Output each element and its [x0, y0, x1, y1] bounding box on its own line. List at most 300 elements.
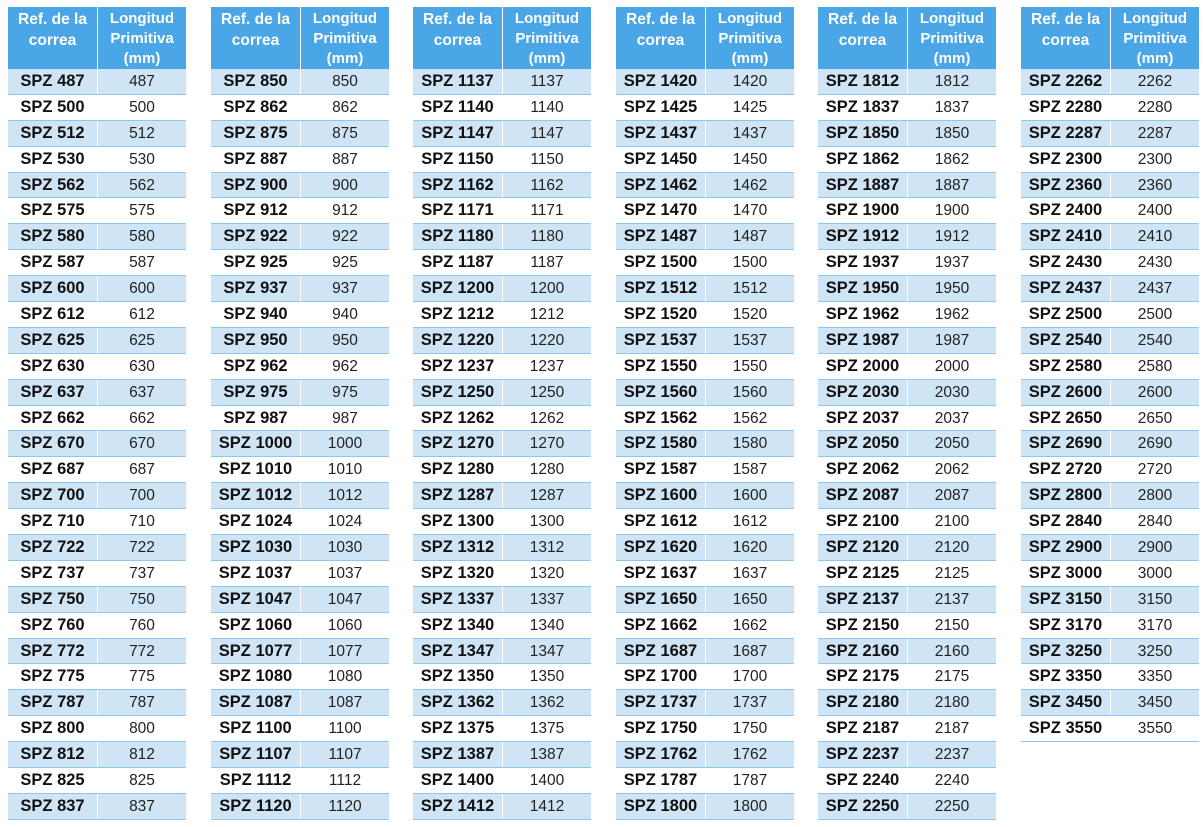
belt-length: 775	[129, 668, 155, 686]
table-row	[413, 276, 591, 302]
belt-length: 2100	[934, 513, 970, 531]
belt-reference: SPZ 2087	[818, 483, 908, 508]
table-row	[616, 380, 794, 406]
header-ref-line: Ref. de la	[1031, 11, 1100, 28]
belt-length: 1450	[732, 150, 768, 168]
belt-reference: SPZ 670	[8, 431, 98, 456]
belt-length: 3450	[1137, 694, 1173, 712]
table-row	[413, 95, 591, 121]
belt-reference: SPZ 1700	[616, 664, 706, 689]
belt-length: 987	[332, 409, 358, 427]
table-block	[616, 7, 794, 820]
table-row	[413, 690, 591, 716]
belt-reference: SPZ 1162	[413, 173, 503, 198]
belt-reference: SPZ 1787	[616, 768, 706, 793]
header-ref	[616, 7, 706, 69]
belt-length: 1560	[732, 383, 768, 401]
header-length-line: (mm)	[123, 50, 161, 67]
belt-length: 2430	[1137, 254, 1173, 272]
table-row	[211, 95, 389, 121]
belt-reference: SPZ 1375	[413, 716, 503, 741]
belt-length: 772	[129, 642, 155, 660]
belt-length: 1350	[529, 668, 565, 686]
belt-length: 487	[129, 73, 155, 90]
belt-length: 600	[129, 280, 155, 298]
belt-reference: SPZ 2062	[818, 457, 908, 482]
belt-reference: SPZ 1060	[211, 613, 301, 638]
belt-reference: SPZ 1087	[211, 690, 301, 715]
belt-length: 2175	[934, 668, 970, 686]
belt-length: 1812	[934, 73, 970, 90]
table-row	[8, 198, 186, 224]
table-row	[413, 147, 591, 173]
belt-length: 2900	[1137, 539, 1173, 557]
header-ref	[413, 7, 503, 69]
belt-reference: SPZ 1580	[616, 431, 706, 456]
header-length-line: (mm)	[326, 50, 364, 67]
table-row	[818, 380, 996, 406]
table-header	[8, 7, 186, 69]
table-row	[211, 250, 389, 276]
table-row	[211, 224, 389, 250]
belt-reference: SPZ 2650	[1021, 406, 1111, 431]
belt-length: 975	[332, 383, 358, 401]
belt-reference: SPZ 1024	[211, 509, 301, 534]
belt-reference: SPZ 1687	[616, 639, 706, 664]
table-row	[818, 561, 996, 587]
belt-reference: SPZ 837	[8, 794, 98, 819]
table-row	[211, 664, 389, 690]
belt-length: 1287	[529, 487, 565, 505]
belt-reference: SPZ 887	[211, 147, 301, 172]
table-row	[8, 276, 186, 302]
table-block	[818, 7, 996, 820]
belt-length: 3250	[1137, 642, 1173, 660]
header-ref-line: Ref. de la	[423, 11, 492, 28]
table-row	[818, 173, 996, 199]
table-row	[8, 742, 186, 768]
header-length-line: Longitud	[109, 10, 175, 27]
belt-reference: SPZ 2400	[1021, 198, 1111, 223]
belt-length: 1270	[529, 435, 565, 453]
belt-reference: SPZ 2100	[818, 509, 908, 534]
belt-length: 887	[332, 150, 358, 168]
belt-length: 2240	[934, 772, 970, 790]
belt-length: 2030	[934, 383, 970, 401]
table-row	[413, 561, 591, 587]
belt-length: 2360	[1137, 176, 1173, 194]
header-length-line: Primitiva	[313, 30, 377, 47]
table-row	[616, 276, 794, 302]
belt-reference: SPZ 1662	[616, 613, 706, 638]
belt-reference: SPZ 1047	[211, 587, 301, 612]
table-row	[616, 457, 794, 483]
belt-reference: SPZ 2690	[1021, 431, 1111, 456]
table-row	[211, 794, 389, 820]
table-row	[818, 276, 996, 302]
belt-reference: SPZ 1600	[616, 483, 706, 508]
belt-length: 1037	[327, 564, 363, 582]
table-row	[211, 613, 389, 639]
table-row	[1021, 250, 1199, 276]
belt-reference: SPZ 1437	[616, 121, 706, 146]
belt-length: 587	[129, 254, 155, 272]
table-block	[1021, 7, 1199, 742]
belt-reference: SPZ 1462	[616, 173, 706, 198]
header-ref-line: correa	[838, 32, 887, 49]
table-row	[616, 302, 794, 328]
belt-reference: SPZ 1350	[413, 664, 503, 689]
table-row	[8, 690, 186, 716]
header-length	[908, 7, 996, 69]
belt-length: 837	[129, 797, 155, 815]
belt-length: 1470	[732, 202, 768, 220]
belt-reference: SPZ 1270	[413, 431, 503, 456]
belt-reference: SPZ 1800	[616, 794, 706, 819]
table-row	[818, 431, 996, 457]
belt-reference: SPZ 2437	[1021, 276, 1111, 301]
belt-reference: SPZ 587	[8, 250, 98, 275]
belt-length: 1600	[732, 487, 768, 505]
belt-reference: SPZ 575	[8, 198, 98, 223]
table-row	[8, 535, 186, 561]
table-row	[8, 406, 186, 432]
table-row	[1021, 69, 1199, 95]
table-row	[211, 431, 389, 457]
belt-length: 2120	[934, 539, 970, 557]
belt-reference: SPZ 1320	[413, 561, 503, 586]
table-row	[616, 69, 794, 95]
belt-reference: SPZ 2120	[818, 535, 908, 560]
belt-reference: SPZ 1012	[211, 483, 301, 508]
belt-length: 1462	[732, 176, 768, 194]
belt-length: 1200	[529, 280, 565, 298]
belt-length: 950	[332, 331, 358, 349]
belt-reference: SPZ 662	[8, 406, 98, 431]
table-row	[211, 768, 389, 794]
table-row	[413, 587, 591, 613]
belt-length: 1562	[732, 409, 768, 427]
belt-reference: SPZ 2187	[818, 716, 908, 741]
table-row	[1021, 483, 1199, 509]
belt-reference: SPZ 1650	[616, 587, 706, 612]
table-row	[1021, 276, 1199, 302]
belt-reference: SPZ 1340	[413, 613, 503, 638]
table-row	[818, 406, 996, 432]
table-row	[413, 613, 591, 639]
table-row	[1021, 302, 1199, 328]
belt-reference: SPZ 1112	[211, 768, 301, 793]
belt-reference: SPZ 800	[8, 716, 98, 741]
belt-reference: SPZ 1010	[211, 457, 301, 482]
belt-length: 1750	[732, 720, 768, 738]
belt-reference: SPZ 2540	[1021, 328, 1111, 353]
table-row	[616, 328, 794, 354]
belt-reference: SPZ 1037	[211, 561, 301, 586]
table-row	[616, 742, 794, 768]
belt-length: 2280	[1137, 98, 1173, 116]
belt-reference: SPZ 1362	[413, 690, 503, 715]
table-row	[8, 587, 186, 613]
table-row	[818, 457, 996, 483]
belt-length: 2410	[1137, 228, 1173, 246]
belt-reference: SPZ 3350	[1021, 664, 1111, 689]
table-block	[8, 7, 186, 820]
belt-reference: SPZ 950	[211, 328, 301, 353]
belt-length: 2062	[934, 461, 970, 479]
table-row	[413, 302, 591, 328]
table-row	[818, 587, 996, 613]
belt-reference: SPZ 1900	[818, 198, 908, 223]
table-row	[413, 742, 591, 768]
table-row	[8, 328, 186, 354]
belt-length: 1950	[934, 280, 970, 298]
belt-reference: SPZ 1912	[818, 224, 908, 249]
table-row	[413, 431, 591, 457]
belt-length: 1437	[732, 124, 768, 142]
belt-length: 1520	[732, 306, 768, 324]
belt-length: 722	[129, 539, 155, 557]
belt-reference: SPZ 1077	[211, 639, 301, 664]
header-length-line: Longitud	[1122, 10, 1188, 27]
table-row	[1021, 328, 1199, 354]
belt-reference: SPZ 912	[211, 198, 301, 223]
belt-reference: SPZ 1150	[413, 147, 503, 172]
belt-length: 1800	[732, 797, 768, 815]
table-row	[818, 690, 996, 716]
belt-reference: SPZ 1212	[413, 302, 503, 327]
belt-reference: SPZ 612	[8, 302, 98, 327]
belt-reference: SPZ 1987	[818, 328, 908, 353]
belt-length: 1337	[529, 590, 565, 608]
table-row	[8, 250, 186, 276]
belt-length: 2050	[934, 435, 970, 453]
header-length-line: Primitiva	[920, 30, 984, 47]
belt-reference: SPZ 1837	[818, 95, 908, 120]
belt-reference: SPZ 2800	[1021, 483, 1111, 508]
belt-reference: SPZ 630	[8, 354, 98, 379]
table-block	[413, 7, 591, 820]
belt-reference: SPZ 2237	[818, 742, 908, 767]
belt-length: 850	[332, 73, 358, 90]
header-ref-line: Ref. de la	[828, 11, 897, 28]
belt-length: 925	[332, 254, 358, 272]
table-row	[413, 716, 591, 742]
header-length-line: Primitiva	[515, 30, 579, 47]
table-row	[818, 768, 996, 794]
header-length-line: (mm)	[1136, 50, 1174, 67]
belt-length: 2437	[1137, 280, 1173, 298]
table-row	[1021, 561, 1199, 587]
table-row	[818, 664, 996, 690]
table-row	[616, 768, 794, 794]
table-row	[1021, 509, 1199, 535]
header-ref-line: Ref. de la	[18, 11, 87, 28]
belt-reference: SPZ 2125	[818, 561, 908, 586]
belt-length: 512	[129, 124, 155, 142]
table-row	[616, 690, 794, 716]
belt-reference: SPZ 1387	[413, 742, 503, 767]
belt-reference: SPZ 1250	[413, 380, 503, 405]
belt-length: 1150	[530, 150, 564, 168]
belt-reference: SPZ 750	[8, 587, 98, 612]
belt-reference: SPZ 2175	[818, 664, 908, 689]
belt-reference: SPZ 1280	[413, 457, 503, 482]
belt-reference: SPZ 3150	[1021, 587, 1111, 612]
belt-length: 1107	[328, 746, 362, 764]
belt-reference: SPZ 2262	[1021, 69, 1111, 94]
belt-length: 1312	[529, 539, 565, 557]
belt-length: 575	[129, 202, 155, 220]
belt-length: 1580	[732, 435, 768, 453]
belt-length: 2160	[934, 642, 970, 660]
belt-reference: SPZ 975	[211, 380, 301, 405]
belt-length: 2087	[934, 487, 970, 505]
table-row	[1021, 380, 1199, 406]
table-row	[413, 121, 591, 147]
table-row	[413, 224, 591, 250]
belt-reference: SPZ 900	[211, 173, 301, 198]
table-row	[8, 457, 186, 483]
belt-length: 1662	[732, 616, 768, 634]
belt-length: 1000	[327, 435, 363, 453]
belt-length: 710	[129, 513, 155, 531]
table-row	[211, 690, 389, 716]
table-row	[616, 224, 794, 250]
belt-reference: SPZ 600	[8, 276, 98, 301]
table-header	[211, 7, 389, 69]
belt-length: 1180	[530, 228, 564, 246]
table-row	[211, 173, 389, 199]
table-row	[8, 69, 186, 95]
table-row	[413, 483, 591, 509]
table-row	[616, 147, 794, 173]
belt-length: 2180	[934, 694, 970, 712]
belt-length: 2720	[1137, 461, 1173, 479]
belt-reference: SPZ 3000	[1021, 561, 1111, 586]
belt-length: 2540	[1137, 331, 1173, 349]
belt-reference: SPZ 1171	[413, 198, 503, 223]
belt-reference: SPZ 1030	[211, 535, 301, 560]
belt-length: 1620	[732, 539, 768, 557]
belt-length: 1500	[732, 254, 768, 272]
belt-length: 1700	[732, 668, 768, 686]
header-length-line: Primitiva	[1123, 30, 1187, 47]
belt-reference: SPZ 1762	[616, 742, 706, 767]
table-row	[616, 664, 794, 690]
belt-length: 1737	[732, 694, 768, 712]
belt-length: 1900	[934, 202, 970, 220]
belt-reference: SPZ 722	[8, 535, 98, 560]
belt-reference: SPZ 2137	[818, 587, 908, 612]
belt-length: 625	[129, 331, 155, 349]
belt-length: 1100	[328, 720, 362, 738]
table-row	[211, 328, 389, 354]
belt-length: 1612	[732, 513, 768, 531]
belt-reference: SPZ 1107	[211, 742, 301, 767]
table-row	[818, 639, 996, 665]
belt-reference: SPZ 1470	[616, 198, 706, 223]
belt-length: 940	[332, 306, 358, 324]
belt-length: 1147	[530, 124, 564, 142]
header-ref	[211, 7, 301, 69]
belt-length: 3150	[1137, 590, 1173, 608]
belt-length: 1912	[934, 228, 970, 246]
belt-length: 1400	[529, 772, 565, 790]
table-row	[818, 147, 996, 173]
belt-length: 2000	[934, 357, 970, 375]
belt-length: 2262	[1137, 73, 1173, 90]
table-row	[211, 561, 389, 587]
belt-reference: SPZ 530	[8, 147, 98, 172]
belt-length: 1047	[327, 590, 363, 608]
belt-reference: SPZ 3550	[1021, 716, 1111, 741]
belt-length: 1087	[327, 694, 363, 712]
belt-reference: SPZ 700	[8, 483, 98, 508]
table-row	[211, 69, 389, 95]
header-ref-line: Ref. de la	[221, 11, 290, 28]
belt-reference: SPZ 2280	[1021, 95, 1111, 120]
table-row	[818, 224, 996, 250]
belt-reference: SPZ 1812	[818, 69, 908, 94]
belt-reference: SPZ 2410	[1021, 224, 1111, 249]
table-row	[1021, 613, 1199, 639]
belt-length: 1187	[530, 254, 564, 272]
table-row	[1021, 406, 1199, 432]
belt-reference: SPZ 1887	[818, 173, 908, 198]
header-ref-line: correa	[1041, 32, 1090, 49]
table-row	[818, 302, 996, 328]
table-row	[616, 561, 794, 587]
belt-length: 580	[129, 228, 155, 246]
belt-reference: SPZ 1420	[616, 69, 706, 94]
belt-reference: SPZ 1560	[616, 380, 706, 405]
belt-reference: SPZ 2600	[1021, 380, 1111, 405]
table-row	[1021, 716, 1199, 742]
belt-length: 1487	[732, 228, 768, 246]
belt-reference: SPZ 1237	[413, 354, 503, 379]
belt-reference: SPZ 1180	[413, 224, 503, 249]
belt-length: 937	[332, 280, 358, 298]
belt-reference: SPZ 812	[8, 742, 98, 767]
belt-length: 612	[129, 306, 155, 324]
header-length	[1111, 7, 1199, 69]
belt-length: 1412	[529, 797, 565, 815]
belt-reference: SPZ 500	[8, 95, 98, 120]
belt-reference: SPZ 825	[8, 768, 98, 793]
belt-reference: SPZ 925	[211, 250, 301, 275]
belt-length: 1171	[530, 202, 564, 220]
table-row	[8, 794, 186, 820]
belt-reference: SPZ 3170	[1021, 613, 1111, 638]
belt-reference: SPZ 637	[8, 380, 98, 405]
belt-reference: SPZ 1937	[818, 250, 908, 275]
belt-length: 700	[129, 487, 155, 505]
belt-reference: SPZ 1347	[413, 639, 503, 664]
belt-length: 1937	[934, 254, 970, 272]
belt-reference: SPZ 987	[211, 406, 301, 431]
belt-reference: SPZ 2840	[1021, 509, 1111, 534]
table-row	[8, 354, 186, 380]
table-block	[211, 7, 389, 820]
table-row	[1021, 639, 1199, 665]
table-row	[616, 121, 794, 147]
belt-length: 1550	[732, 357, 768, 375]
belt-length: 912	[332, 202, 358, 220]
belt-length: 1887	[934, 176, 970, 194]
belt-length: 1537	[732, 331, 768, 349]
belt-reference: SPZ 1500	[616, 250, 706, 275]
